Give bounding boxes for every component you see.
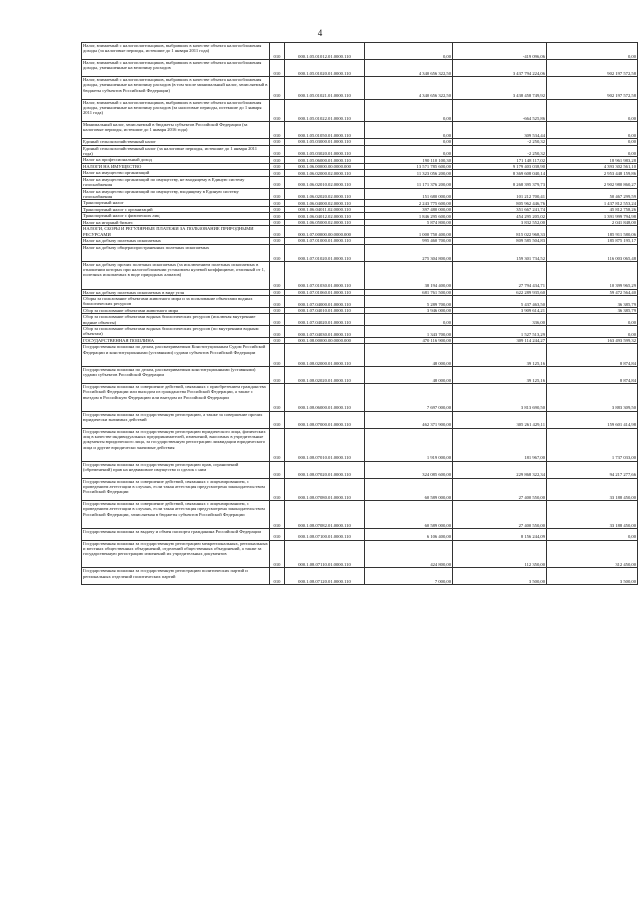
row-approved: 681 761 500,00 bbox=[365, 289, 453, 296]
row-name: Налог на игорный бизнес bbox=[82, 219, 270, 226]
row-kbk: 000.1.05.03020.01.0000.110 bbox=[285, 145, 365, 157]
row-unexecuted: 0,00 bbox=[547, 43, 638, 60]
row-approved: 995 460 700,00 bbox=[365, 238, 453, 245]
row-name: Налог на добычу полезных ископаемых bbox=[82, 238, 270, 245]
row-kbk: 000.1.05.01020.01.0000.110 bbox=[285, 60, 365, 77]
row-code: 010 bbox=[270, 568, 285, 585]
row-executed: -2 250,32 bbox=[453, 145, 547, 157]
table-row bbox=[82, 244, 638, 261]
row-code: 010 bbox=[270, 244, 285, 261]
row-kbk: 000.1.06.04011.02.0000.110 bbox=[285, 206, 365, 213]
row-approved: 0,00 bbox=[365, 145, 453, 157]
revenue-table bbox=[81, 42, 638, 585]
row-name: Налог, взимаемый с налогоплательщиков, выбравших в качестве объекта налогообложения доходы (за налоговые периоды, истекшие до 1 января 2011 года) bbox=[82, 43, 270, 60]
row-unexecuted: 59 472 564,40 bbox=[547, 289, 638, 296]
row-unexecuted: 159 601 414,98 bbox=[547, 411, 638, 428]
row-code: 010 bbox=[270, 163, 285, 170]
table-row bbox=[82, 99, 638, 121]
row-unexecuted: 36 385,79 bbox=[547, 296, 638, 308]
row-kbk: 000.1.08.07000.01.0000.110 bbox=[285, 411, 365, 428]
table-row bbox=[82, 296, 638, 308]
table-row bbox=[82, 411, 638, 428]
row-approved: 5 874 800,00 bbox=[365, 219, 453, 226]
row-kbk: 000.1.07.04020.01.0000.110 bbox=[285, 314, 365, 326]
row-code: 010 bbox=[270, 213, 285, 220]
row-executed: -2 250,32 bbox=[453, 139, 547, 146]
row-executed: 309 534,44 bbox=[453, 121, 547, 138]
row-unexecuted: 33 188 450,00 bbox=[547, 501, 638, 529]
table-row bbox=[82, 121, 638, 138]
table-row bbox=[82, 344, 638, 366]
row-approved: 60 589 000,00 bbox=[365, 478, 453, 500]
row-code: 010 bbox=[270, 157, 285, 164]
row-executed: 229 868 322,34 bbox=[453, 461, 547, 478]
row-unexecuted: 0,00 bbox=[547, 121, 638, 138]
row-approved: 11 323 056 200,00 bbox=[365, 170, 453, 177]
row-kbk: 000.1.07.04010.01.0000.110 bbox=[285, 307, 365, 314]
row-code: 010 bbox=[270, 478, 285, 500]
table-row bbox=[82, 60, 638, 77]
row-kbk: 000.1.05.03000.01.0000.110 bbox=[285, 139, 365, 146]
row-executed: 3 437 794 224,06 bbox=[453, 60, 547, 77]
row-code: 010 bbox=[270, 176, 285, 188]
row-approved: 38 194 400,00 bbox=[365, 261, 453, 289]
row-approved: 275 304 800,00 bbox=[365, 244, 453, 261]
row-name: Налог на добычу общераспространенных полезных ископаемых bbox=[82, 244, 270, 261]
row-kbk: 000.1.07.04000.01.0000.110 bbox=[285, 296, 365, 308]
row-executed: -664 525,86 bbox=[453, 99, 547, 121]
row-unexecuted: 2 953 448 159,86 bbox=[547, 170, 638, 177]
row-unexecuted: 0,00 bbox=[547, 139, 638, 146]
row-approved: 4 340 656 322,50 bbox=[365, 60, 453, 77]
row-code: 010 bbox=[270, 77, 285, 99]
row-name: Сбор за пользование объектами животного мира bbox=[82, 307, 270, 314]
row-unexecuted: 0,00 bbox=[547, 314, 638, 326]
row-kbk: 000.1.08.00000.00.0000.000 bbox=[285, 337, 365, 344]
row-name: Государственная пошлина за государственную регистрацию политических партий и региональных отделений политических партий bbox=[82, 568, 270, 585]
row-executed: 27 794 434,71 bbox=[453, 261, 547, 289]
row-approved: 1 846 295 600,00 bbox=[365, 213, 453, 220]
row-unexecuted: 902 197 572,58 bbox=[547, 60, 638, 77]
row-code: 010 bbox=[270, 238, 285, 245]
row-approved: 424 800,00 bbox=[365, 540, 453, 568]
row-code: 010 bbox=[270, 226, 285, 238]
row-kbk: 000.1.06.02020.02.0000.110 bbox=[285, 188, 365, 200]
row-executed: 3 500,00 bbox=[453, 568, 547, 585]
row-unexecuted: 36 385,79 bbox=[547, 307, 638, 314]
row-approved: 1 343 700,00 bbox=[365, 326, 453, 338]
row-executed: 809 585 504,83 bbox=[453, 238, 547, 245]
row-approved: 3 946 000,00 bbox=[365, 307, 453, 314]
row-approved: 151 680 000,00 bbox=[365, 188, 453, 200]
row-kbk: 000.1.08.07120.01.0000.110 bbox=[285, 568, 365, 585]
row-name: Государственная пошлина за совершение действий, связанных с лицензированием, с проведением аттестации в случаях, если такая аттестация предусмотрена законодательством Российской Федерации, зачисляемая в бюджеты субъектов Российской Федерации bbox=[82, 501, 270, 529]
row-approved: 48 000,00 bbox=[365, 344, 453, 366]
row-kbk: 000.1.05.01050.01.0000.110 bbox=[285, 121, 365, 138]
row-approved: 1 919 000,00 bbox=[365, 428, 453, 461]
row-name: Государственная пошлина за выдачу и обмен паспорта гражданина Российской Федерации bbox=[82, 528, 270, 540]
row-approved: 7 697 000,00 bbox=[365, 383, 453, 411]
row-name: Транспортный налог с организаций bbox=[82, 206, 270, 213]
row-code: 010 bbox=[270, 60, 285, 77]
row-name: Транспортный налог с физических лиц bbox=[82, 213, 270, 220]
row-unexecuted: 0,00 bbox=[547, 99, 638, 121]
row-name: Налог, взимаемый с налогоплательщиков, выбравших в качестве объекта налогообложения доходы, уменьшенные на величину расходов (в том числе минимальный налог, зачисляемый в бюджеты субъектов Российской Федерации) bbox=[82, 77, 270, 99]
row-unexecuted: 8 874,84 bbox=[547, 366, 638, 383]
row-name: Государственная пошлина за государственную регистрацию прав, ограничений (обременений) прав на недвижимое имущество и сделок с ним bbox=[82, 461, 270, 478]
row-executed: 3 438 458 749,92 bbox=[453, 77, 547, 99]
row-name: Налог, взимаемый с налогоплательщиков, выбравших в качестве объекта налогообложения доходы, уменьшенные на величину расходов (за налоговые периоды, истекшие до 1 января 2011 года) bbox=[82, 99, 270, 121]
row-name: Единый сельскохозяйственный налог (за налоговые периоды, истекшие до 1 января 2011 года) bbox=[82, 145, 270, 157]
row-code: 010 bbox=[270, 411, 285, 428]
row-code: 010 bbox=[270, 139, 285, 146]
row-code: 010 bbox=[270, 344, 285, 366]
table-row bbox=[82, 314, 638, 326]
row-unexecuted: 185 875 195,17 bbox=[547, 238, 638, 245]
table-row bbox=[82, 145, 638, 157]
table-row bbox=[82, 77, 638, 99]
row-name: Минимальный налог, зачисляемый в бюджеты субъектов Российской Федерации (за налоговые периоды, истекшие до 1 января 2016 года) bbox=[82, 121, 270, 138]
row-executed: 622 289 935,60 bbox=[453, 289, 547, 296]
row-name: Налог, взимаемый с налогоплательщиков, выбравших в качестве объекта налогообложения доходы, уменьшенные на величину расходов bbox=[82, 60, 270, 77]
row-kbk: 000.1.08.07010.01.0000.110 bbox=[285, 428, 365, 461]
row-approved: 0,00 bbox=[365, 43, 453, 60]
row-executed: 39 125,16 bbox=[453, 344, 547, 366]
row-approved: 462 371 900,00 bbox=[365, 411, 453, 428]
row-kbk: 000.1.08.07080.01.0000.110 bbox=[285, 478, 365, 500]
row-executed: 351 667 241,74 bbox=[453, 206, 547, 213]
row-code: 010 bbox=[270, 219, 285, 226]
row-unexecuted: 902 197 572,58 bbox=[547, 77, 638, 99]
row-executed: 181 967,00 bbox=[453, 428, 547, 461]
row-code: 010 bbox=[270, 99, 285, 121]
table-row bbox=[82, 528, 638, 540]
row-executed: 3 813 690,50 bbox=[453, 383, 547, 411]
table-row bbox=[82, 540, 638, 568]
row-unexecuted: 94 217 277,66 bbox=[547, 461, 638, 478]
row-name: Налог на профессиональный доход bbox=[82, 157, 270, 164]
row-executed: 8 156 244,09 bbox=[453, 528, 547, 540]
row-executed: 112 350,00 bbox=[453, 540, 547, 568]
row-unexecuted: 163 493 599,32 bbox=[547, 337, 638, 344]
row-unexecuted: 1 391 999 794,98 bbox=[547, 213, 638, 220]
row-approved: 2 243 775 600,00 bbox=[365, 200, 453, 207]
row-approved: 1 000 750 400,00 bbox=[365, 226, 453, 238]
row-name: Государственная пошлина за совершение действий, связанных с приобретением гражданства Российской Федерации или выходом из гражданства Российской Федерации, а также с въездом в Российскую Федерацию или выездом из Российской Федерации bbox=[82, 383, 270, 411]
table-row bbox=[82, 261, 638, 289]
table-row bbox=[82, 226, 638, 238]
row-name: Налог на добычу прочих полезных ископаемых (за исключением полезных ископаемых в отношении которых при налогообложении установлен нулевой коэффициент, отличный от 1, полезных ископаемых в виде природных алмазов) bbox=[82, 261, 270, 289]
row-name: Государственная пошлина по делам, рассматриваемым Конституционным Судом Российской Федерации и конституционными (уставными) судами субъектов Российской Федерации bbox=[82, 344, 270, 366]
revenue-table-body bbox=[82, 43, 638, 585]
row-kbk: 000.1.08.07100.01.0000.110 bbox=[285, 528, 365, 540]
row-approved: 0,00 bbox=[365, 314, 453, 326]
row-unexecuted: 1 437 812 553,24 bbox=[547, 200, 638, 207]
row-kbk: 000.1.08.06000.01.0000.110 bbox=[285, 383, 365, 411]
row-executed: 9 179 403 038,90 bbox=[453, 163, 547, 170]
row-approved: 6 106 400,00 bbox=[365, 528, 453, 540]
table-row bbox=[82, 501, 638, 529]
row-unexecuted: 3 883 309,50 bbox=[547, 383, 638, 411]
row-kbk: 000.1.06.04012.02.0000.110 bbox=[285, 213, 365, 220]
row-executed: 5 437 463,50 bbox=[453, 296, 547, 308]
row-executed: 171 148 117,02 bbox=[453, 157, 547, 164]
row-kbk: 000.1.05.06000.01.0000.110 bbox=[285, 157, 365, 164]
row-executed: 1 527 513,29 bbox=[453, 326, 547, 338]
row-unexecuted: 0,00 bbox=[547, 528, 638, 540]
row-code: 010 bbox=[270, 170, 285, 177]
row-unexecuted: 2 902 980 860,27 bbox=[547, 176, 638, 188]
row-name: ГОСУДАРСТВЕННАЯ ПОШЛИНА bbox=[82, 337, 270, 344]
row-code: 010 bbox=[270, 145, 285, 157]
row-code: 010 bbox=[270, 383, 285, 411]
row-executed: 815 022 968,33 bbox=[453, 226, 547, 238]
row-executed: 8 268 395 379,73 bbox=[453, 176, 547, 188]
row-approved: 11 171 376 200,00 bbox=[365, 176, 453, 188]
row-unexecuted: 45 812 758,26 bbox=[547, 206, 638, 213]
row-unexecuted: 116 003 065,48 bbox=[547, 244, 638, 261]
row-kbk: 000.1.08.02000.01.0000.110 bbox=[285, 344, 365, 366]
row-name: Государственная пошлина за государственную регистрацию юридического лица, физических лиц в качестве индивидуальных предпринимателей, изменений, вносимых в учредительные документы юридического лица, за государственную регистрацию ликвидации юридического лица и другие юридически значимые действия bbox=[82, 428, 270, 461]
row-unexecuted: 1 737 033,00 bbox=[547, 428, 638, 461]
row-code: 010 bbox=[270, 366, 285, 383]
row-kbk: 000.1.08.07020.01.0000.110 bbox=[285, 461, 365, 478]
row-code: 010 bbox=[270, 289, 285, 296]
row-kbk: 000.1.07.00000.00.0000.000 bbox=[285, 226, 365, 238]
row-code: 010 bbox=[270, 337, 285, 344]
row-approved: 5 289 700,00 bbox=[365, 296, 453, 308]
row-name: Сбор за пользование объектами водных биологических ресурсов (по внутренним водным объектам) bbox=[82, 326, 270, 338]
row-kbk: 000.1.07.04030.01.0000.110 bbox=[285, 326, 365, 338]
row-executed: 309 114 244,27 bbox=[453, 337, 547, 344]
row-code: 010 bbox=[270, 43, 285, 60]
row-code: 010 bbox=[270, 501, 285, 529]
row-unexecuted: 0,00 bbox=[547, 326, 638, 338]
row-kbk: 000.1.06.05000.02.0000.110 bbox=[285, 219, 365, 226]
row-name: Государственная пошлина за государственную регистрацию, а также за совершение прочих юридически значимых действий bbox=[82, 411, 270, 428]
table-row bbox=[82, 568, 638, 585]
row-unexecuted: 312 450,00 bbox=[547, 540, 638, 568]
row-name: Налог на имущество организаций bbox=[82, 170, 270, 177]
row-name: Налог на добычу полезных ископаемых в виде угля bbox=[82, 289, 270, 296]
row-unexecuted: 33 188 450,00 bbox=[547, 478, 638, 500]
page-number: 4 bbox=[317, 28, 323, 38]
row-unexecuted: 50 467 299,59 bbox=[547, 188, 638, 200]
row-name: Сбор за пользование объектами водных биологических ресурсов (исключая внутренние водные объекты) bbox=[82, 314, 270, 326]
row-executed: 27 400 550,00 bbox=[453, 501, 547, 529]
table-row bbox=[82, 43, 638, 60]
row-kbk: 000.1.07.01030.01.0000.110 bbox=[285, 261, 365, 289]
row-approved: 60 589 000,00 bbox=[365, 501, 453, 529]
row-name: Государственная пошлина за совершение действий, связанных с лицензированием, с проведением аттестации в случаях, если такая аттестация предусмотрена законодательством Российской Федерации bbox=[82, 478, 270, 500]
row-kbk: 000.1.05.01021.01.0000.110 bbox=[285, 77, 365, 99]
row-code: 010 bbox=[270, 200, 285, 207]
row-name: Государственная пошлина за государственную регистрацию межрегиональных, региональных и местных общественных объединений, отделений общественных объединений, а также за государственную регистрацию изменений их учредительных документов bbox=[82, 540, 270, 568]
row-unexecuted: 2 041 848,00 bbox=[547, 219, 638, 226]
row-approved: 48 000,00 bbox=[365, 366, 453, 383]
row-code: 010 bbox=[270, 121, 285, 138]
table-row bbox=[82, 366, 638, 383]
row-approved: 0,00 bbox=[365, 99, 453, 121]
row-executed: 8 369 608 040,14 bbox=[453, 170, 547, 177]
row-code: 010 bbox=[270, 428, 285, 461]
row-unexecuted: 3 500,00 bbox=[547, 568, 638, 585]
row-executed: -419 096,06 bbox=[453, 43, 547, 60]
row-code: 010 bbox=[270, 314, 285, 326]
row-approved: 470 116 900,00 bbox=[365, 337, 453, 344]
row-kbk: 000.1.06.00000.00.0000.000 bbox=[285, 163, 365, 170]
row-executed: 27 400 550,00 bbox=[453, 478, 547, 500]
row-unexecuted: 185 911 580,06 bbox=[547, 226, 638, 238]
row-kbk: 000.1.07.01020.01.0000.110 bbox=[285, 244, 365, 261]
row-kbk: 000.1.07.01000.01.0000.110 bbox=[285, 238, 365, 245]
row-code: 010 bbox=[270, 206, 285, 213]
row-code: 010 bbox=[270, 307, 285, 314]
row-unexecuted: 0,00 bbox=[547, 145, 638, 157]
row-kbk: 000.1.05.01022.01.0000.110 bbox=[285, 99, 365, 121]
row-executed: 39 125,16 bbox=[453, 366, 547, 383]
row-executed: 159 301 734,52 bbox=[453, 244, 547, 261]
row-executed: 805 962 446,76 bbox=[453, 200, 547, 207]
row-kbk: 000.1.06.02000.02.0000.110 bbox=[285, 170, 365, 177]
row-code: 010 bbox=[270, 461, 285, 478]
row-code: 010 bbox=[270, 188, 285, 200]
table-row bbox=[82, 188, 638, 200]
row-name: Сборы за пользование объектами животного мира и за пользование объектами водных биологических ресурсов bbox=[82, 296, 270, 308]
row-executed: 3 909 614,21 bbox=[453, 307, 547, 314]
row-code: 010 bbox=[270, 540, 285, 568]
row-kbk: 000.1.05.01012.01.0000.110 bbox=[285, 43, 365, 60]
row-unexecuted: 18 961 983,28 bbox=[547, 157, 638, 164]
row-unexecuted: 4 393 302 561,10 bbox=[547, 163, 638, 170]
table-row bbox=[82, 478, 638, 500]
row-code: 010 bbox=[270, 528, 285, 540]
row-name: НАЛОГИ НА ИМУЩЕСТВО bbox=[82, 163, 270, 170]
row-kbk: 000.1.07.01060.01.0000.110 bbox=[285, 289, 365, 296]
row-approved: 0,00 bbox=[365, 139, 453, 146]
row-code: 010 bbox=[270, 296, 285, 308]
row-name: Транспортный налог bbox=[82, 200, 270, 207]
row-approved: 190 110 100,30 bbox=[365, 157, 453, 164]
row-executed: 101 212 700,41 bbox=[453, 188, 547, 200]
row-approved: 4 340 656 322,50 bbox=[365, 77, 453, 99]
row-name: Государственная пошлина по делам, рассматриваемым конституционными (уставными) судами субъектов Российской Федерации bbox=[82, 366, 270, 383]
row-name: Налог на имущество организаций по имуществу, не входящему в Единую систему газоснабжения bbox=[82, 176, 270, 188]
row-executed: 3 832 552,00 bbox=[453, 219, 547, 226]
row-executed: 336,00 bbox=[453, 314, 547, 326]
table-row bbox=[82, 461, 638, 478]
row-kbk: 000.1.06.02010.02.0000.110 bbox=[285, 176, 365, 188]
row-kbk: 000.1.06.04000.02.0000.110 bbox=[285, 200, 365, 207]
row-approved: 7 000,00 bbox=[365, 568, 453, 585]
table-row bbox=[82, 428, 638, 461]
table-row bbox=[82, 383, 638, 411]
row-approved: 13 571 785 600,00 bbox=[365, 163, 453, 170]
row-name: НАЛОГИ, СБОРЫ И РЕГУЛЯРНЫЕ ПЛАТЕЖИ ЗА ПОЛЬЗОВАНИЕ ПРИРОДНЫМИ РЕСУРСАМИ bbox=[82, 226, 270, 238]
row-code: 010 bbox=[270, 326, 285, 338]
row-kbk: 000.1.08.02020.01.0000.110 bbox=[285, 366, 365, 383]
row-unexecuted: 10 399 965,29 bbox=[547, 261, 638, 289]
row-kbk: 000.1.08.07082.01.0000.110 bbox=[285, 501, 365, 529]
row-unexecuted: 8 874,84 bbox=[547, 344, 638, 366]
row-name: Налог на имущество организаций по имуществу, входящему в Единую систему газоснабжения bbox=[82, 188, 270, 200]
row-name: Единый сельскохозяйственный налог bbox=[82, 139, 270, 146]
row-approved: 0,00 bbox=[365, 121, 453, 138]
row-executed: 305 261 429,11 bbox=[453, 411, 547, 428]
row-code: 010 bbox=[270, 261, 285, 289]
row-executed: 454 295 205,02 bbox=[453, 213, 547, 220]
row-approved: 397 480 000,00 bbox=[365, 206, 453, 213]
row-kbk: 000.1.08.07110.01.0000.110 bbox=[285, 540, 365, 568]
table-row bbox=[82, 176, 638, 188]
row-approved: 324 085 600,00 bbox=[365, 461, 453, 478]
table-row bbox=[82, 326, 638, 338]
